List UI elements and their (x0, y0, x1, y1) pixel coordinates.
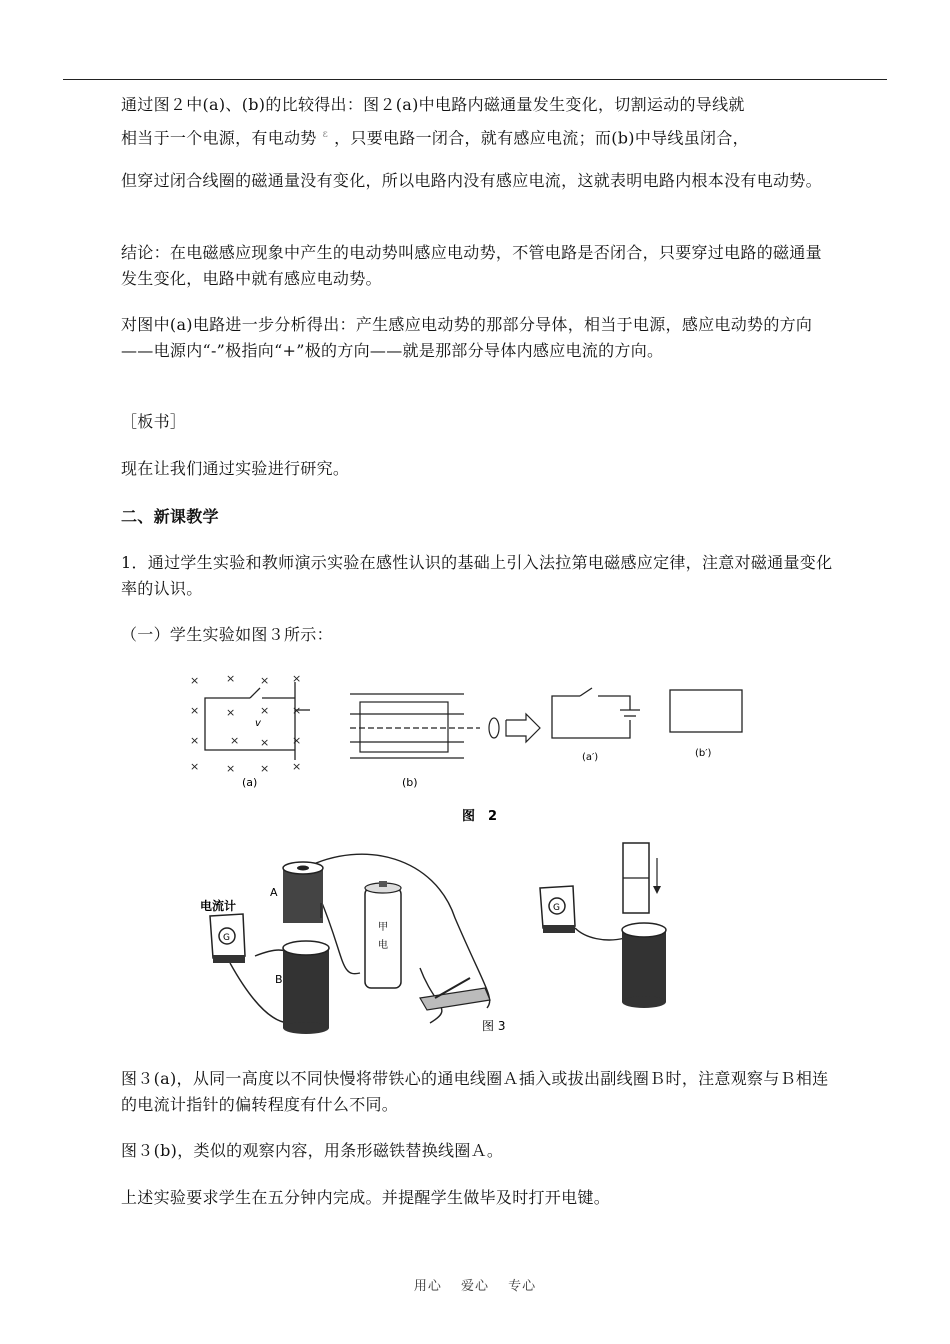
velocity-label: v (255, 718, 261, 729)
svg-text:×: × (260, 704, 270, 717)
svg-text:×: × (226, 762, 236, 775)
coil-b-label: B (275, 973, 283, 986)
paragraph-1-text-b: ，只要电路一闭合，就有感应电流；而(b)中导线虽闭合， (334, 128, 749, 148)
svg-text:×: × (230, 734, 240, 747)
svg-text:×: × (292, 760, 302, 773)
coil-a (283, 862, 323, 923)
figure-2a-label: (a) (242, 776, 258, 789)
teaching-point-1: 1．通过学生实验和教师演示实验在感性认识的基础上引入法拉第电磁感应定律，注意对磁通量变化率的认识。 (121, 553, 833, 598)
footer-item-3: 专心 (508, 1279, 537, 1294)
figure-3-caption: 图 3 (482, 1019, 506, 1033)
galvanometer-label: 电流计 (200, 899, 237, 913)
header-rule (63, 79, 887, 80)
svg-text:×: × (226, 706, 236, 719)
figure-2b-label: (b) (402, 776, 418, 789)
board-note: ［板书］ (121, 412, 187, 431)
observation-b: 图３(b)，类似的观察内容，用条形磁铁替换线圈Ａ。 (121, 1141, 504, 1160)
svg-text:×: × (226, 672, 236, 685)
svg-text:×: × (190, 734, 200, 747)
battery (365, 881, 401, 988)
time-requirement: 上述实验要求学生在五分钟内完成。并提醒学生做毕及时打开电键。 (121, 1188, 611, 1207)
footer-item-1: 用心 (413, 1279, 442, 1294)
footer (0, 1275, 950, 1294)
figure-2a-magnetic-field (190, 672, 301, 775)
svg-text:×: × (190, 674, 200, 687)
paragraph-1-text-a: 相当于一个电源，有电动势 (121, 128, 317, 148)
epsilon-symbol: ε (322, 129, 329, 140)
student-experiment-intro: （一）学生实验如图３所示： (121, 625, 333, 644)
figure-2b-prime-label: (b′) (695, 748, 712, 759)
section-heading: 二、新课教学 (121, 507, 219, 526)
figure-2a-prime-circuit (552, 688, 640, 738)
bar-magnet (623, 843, 661, 913)
figure-3 (195, 838, 695, 1038)
figure-2b-field-lines (350, 694, 540, 758)
research-sentence: 现在让我们通过实验进行研究。 (121, 459, 350, 478)
svg-text:×: × (292, 704, 302, 717)
conclusion-paragraph: 结论：在电磁感应现象中产生的电动势叫感应电动势，不管电路是否闭合，只要穿过电路的磁通量发生变化，电路中就有感应电动势。 (121, 243, 822, 288)
observation-a: 图３(a)，从同一高度以不同快慢将带铁心的通电线圈Ａ插入或拔出副线圈Ｂ时，注意观察与Ｂ相连的电流计指针的偏转程度有什么不同。 (121, 1069, 829, 1114)
paragraph-1-line-2 (121, 122, 833, 151)
footer-item-2: 爱心 (460, 1279, 489, 1294)
coil-a-label: A (270, 886, 278, 899)
svg-text:×: × (260, 762, 270, 775)
galvanometer-b-symbol: G (553, 903, 560, 913)
galvanometer-a-symbol: G (223, 933, 230, 943)
svg-text:×: × (292, 734, 302, 747)
coil-b (283, 941, 329, 1034)
paragraph-1-line-3: 但穿过闭合线圈的磁通量没有变化，所以电路内没有感应电流，这就表明电路内根本没有电动势。 (121, 171, 822, 190)
galvanometer-a (210, 914, 245, 963)
coil-b-second (622, 923, 666, 1008)
battery-label-2: 电 (378, 940, 388, 951)
svg-text:×: × (260, 674, 270, 687)
svg-text:×: × (190, 760, 200, 773)
figure-2b-prime-loop (670, 690, 742, 732)
figure-2a-prime-label: (a′) (582, 752, 599, 763)
svg-text:×: × (190, 704, 200, 717)
svg-text:×: × (292, 672, 302, 685)
analysis-paragraph: 对图中(a)电路进一步分析得出：产生感应电动势的那部分导体，相当于电源，感应电动势的方向——电源内“-”极指向“+”极的方向——就是那部分导体内感应电流的方向。 (121, 315, 813, 360)
paragraph-1-line-1: 通过图２中(a)、(b)的比较得出：图２(a)中电路内磁通量发生变化，切割运动的导线就 (121, 95, 745, 114)
figure-2 (180, 660, 770, 830)
figure-2-caption: 图 2 (462, 809, 498, 824)
svg-text:×: × (260, 736, 270, 749)
switch (420, 978, 490, 1010)
galvanometer-b (540, 886, 575, 933)
battery-label-1: 甲 (378, 922, 388, 933)
